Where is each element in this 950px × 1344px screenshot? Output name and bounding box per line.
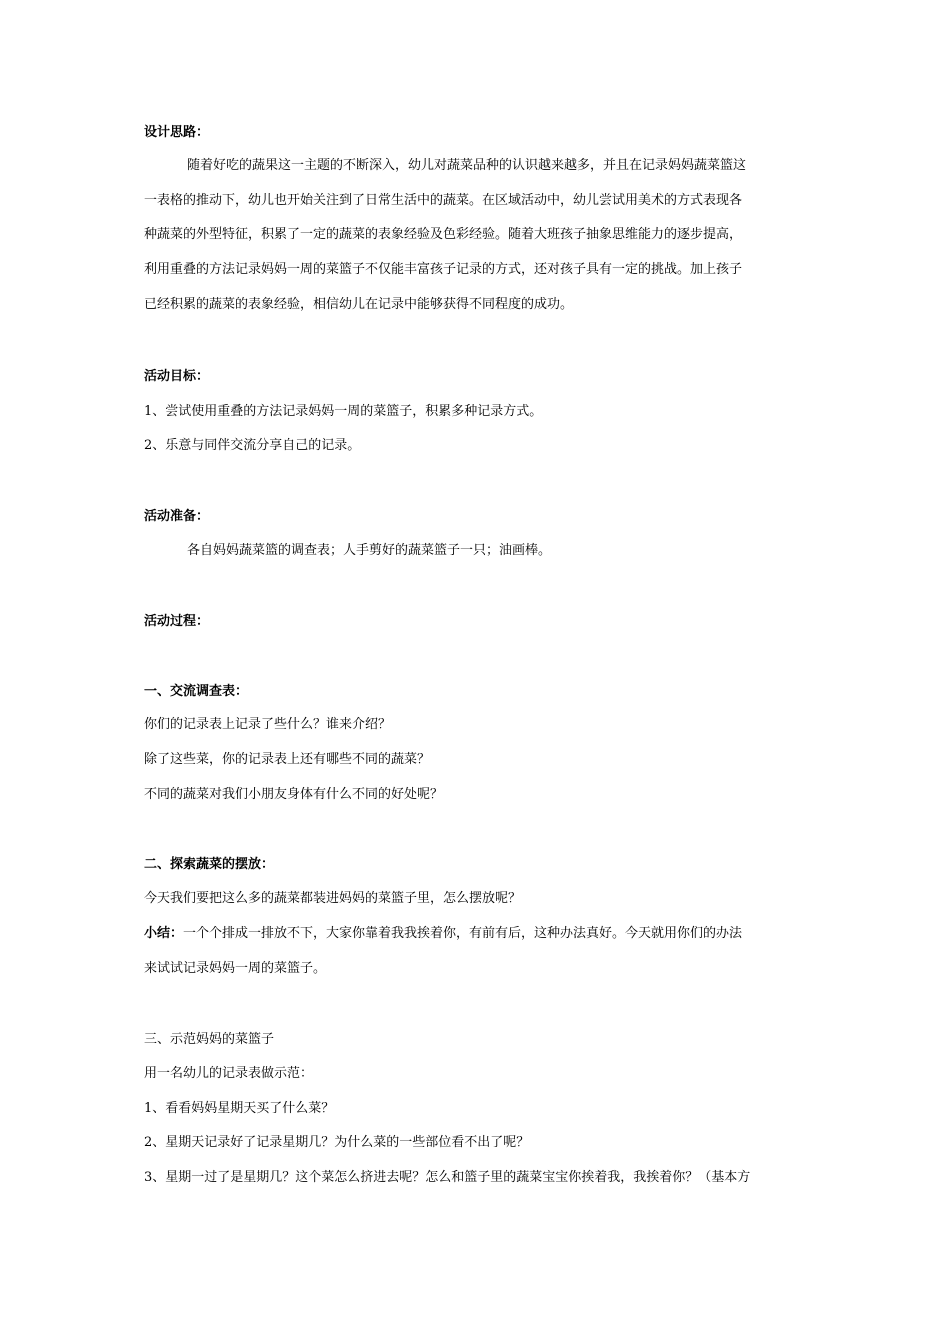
design-paragraph-line: 随着好吃的蔬果这一主题的不断深入，幼儿对蔬菜品种的认识越来越多，并且在记录妈妈蔬菜篮这	[187, 158, 747, 173]
part2-summary-line: 来试试记录妈妈一周的菜篮子。	[144, 961, 327, 976]
goal-item: 1、尝试使用重叠的方法记录妈妈一周的菜篮子，积累多种记录方式。	[144, 404, 543, 419]
part3-heading: 三、示范妈妈的菜篮子	[144, 1032, 275, 1047]
part3-intro: 用一名幼儿的记录表做示范：	[144, 1066, 314, 1081]
part3-item: 3、星期一过了是星期几？这个菜怎么挤进去呢？怎么和篮子里的蔬菜宝宝你挨着我，我挨着你？（基本方	[144, 1170, 751, 1185]
part3-item: 1、看看妈妈星期天买了什么菜？	[144, 1101, 335, 1116]
design-paragraph-line: 已经积累的蔬菜的表象经验，相信幼儿在记录中能够获得不同程度的成功。	[144, 297, 574, 312]
prep-text: 各自妈妈蔬菜篮的调查表；人手剪好的蔬菜篮子一只；油画棒。	[187, 543, 552, 558]
goals-heading: 活动目标：	[144, 369, 210, 384]
part1-question: 不同的蔬菜对我们小朋友身体有什么不同的好处呢？	[144, 787, 444, 802]
prep-heading: 活动准备：	[144, 509, 210, 524]
part2-summary-line	[144, 925, 816, 943]
design-paragraph-line: 种蔬菜的外型特征，积累了一定的蔬菜的表象经验及色彩经验。随着大班孩子抽象思维能力的逐步提高，	[144, 227, 743, 242]
part1-question: 你们的记录表上记录了些什么？谁来介绍？	[144, 717, 392, 732]
process-heading: 活动过程：	[144, 614, 210, 629]
summary-text: 一个个排成一排放不下，大家你靠着我我挨着你，有前有后，这种办法真好。今天就用你们的办法	[183, 926, 743, 941]
part2-heading: 二、探索蔬菜的摆放：	[144, 857, 275, 872]
design-paragraph-line: 一表格的推动下，幼儿也开始关注到了日常生活中的蔬菜。在区域活动中，幼儿尝试用美术的方式表现各	[144, 193, 743, 208]
design-paragraph-line: 利用重叠的方法记录妈妈一周的菜篮子不仅能丰富孩子记录的方式，还对孩子具有一定的挑战。加上孩子	[144, 262, 743, 277]
design-heading: 设计思路：	[144, 125, 210, 140]
part1-question: 除了这些菜，你的记录表上还有哪些不同的蔬菜？	[144, 752, 431, 767]
goal-item: 2、乐意与同伴交流分享自己的记录。	[144, 438, 361, 453]
part2-question: 今天我们要把这么多的蔬菜都装进妈妈的菜篮子里，怎么摆放呢？	[144, 891, 522, 906]
part3-item: 2、星期天记录好了记录星期几？为什么菜的一些部位看不出了呢？	[144, 1135, 530, 1150]
summary-label: 小结：	[144, 926, 184, 941]
part1-heading: 一、交流调查表：	[144, 684, 249, 699]
